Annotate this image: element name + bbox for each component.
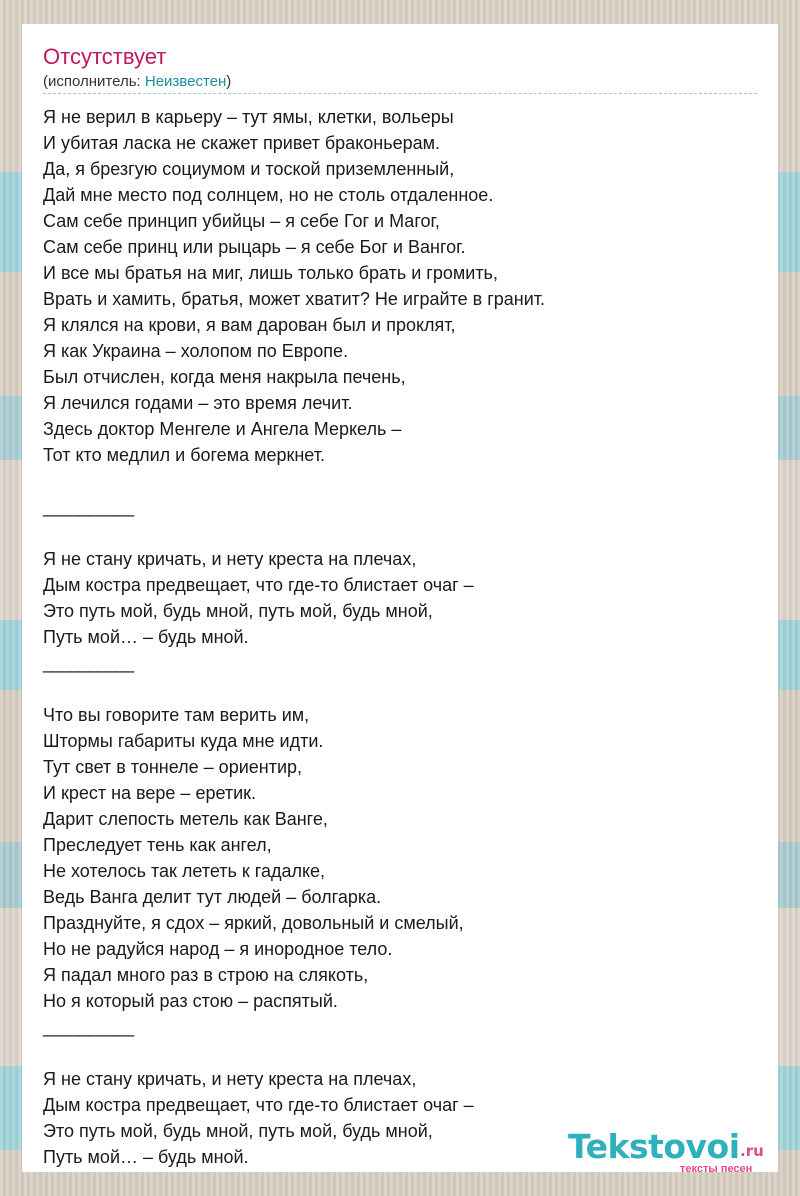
performer-link[interactable]: Неизвестен (144, 73, 227, 90)
site-logo[interactable] (568, 1127, 778, 1175)
lyrics-line: Это путь мой, будь мной, путь мой, будь мной, (43, 1121, 433, 1141)
lyrics-line: Дарит слепость метель как Ванге, (43, 809, 328, 829)
lyrics-blank-line (43, 520, 763, 546)
lyrics-line: Я падал много раз в строю на слякоть, (43, 965, 369, 985)
performer-prefix: (исполнитель: (43, 73, 145, 90)
lyrics-line: Тут свет в тоннеле – ориентир, (43, 757, 303, 777)
lyrics-blank-line (43, 1040, 763, 1066)
lyrics-line: Тот кто медлил и богема меркнет. (43, 445, 325, 465)
lyrics-line: Сам себе принцип убийцы – я себе Гог и Магог, (43, 211, 440, 231)
lyrics-line: Не хотелось так лететь к гадалке, (43, 861, 326, 881)
lyrics-line: Я не стану кричать, и нету креста на плечах, (43, 1069, 417, 1089)
header-divider (43, 93, 757, 94)
lyrics-line: Преследует тень как ангел, (43, 835, 272, 855)
lyrics-line: Путь мой… – будь мной. (43, 1147, 249, 1167)
lyrics-line: Штормы габариты куда мне идти. (43, 731, 324, 751)
lyrics-line: Празднуйте, я сдох – яркий, довольный и смелый, (43, 913, 464, 933)
lyrics-card (22, 24, 778, 1175)
lyrics-blank-line (43, 468, 763, 494)
lyrics-line: Был отчислен, когда меня накрыла печень, (43, 367, 406, 387)
lyrics-line: И крест на вере – еретик. (43, 783, 257, 803)
lyrics-line: Путь мой… – будь мной. (43, 627, 249, 647)
performer-suffix: ) (226, 73, 232, 90)
logo-tagline: тексты песен (680, 1163, 753, 1175)
lyrics-blank-line (43, 676, 763, 702)
lyrics-line: Но не радуйся народ – я инородное тело. (43, 939, 393, 959)
lyrics-line: И все мы братья на миг, лишь только брать и громить, (43, 263, 498, 283)
lyrics-line: Сам себе принц или рыцарь – я себе Бог и Вангог. (43, 237, 466, 257)
lyrics-text (43, 104, 763, 1170)
lyrics-line: Врать и хамить, братья, может хватит? Не играйте в гранит. (43, 289, 546, 309)
lyrics-line: Это путь мой, будь мной, путь мой, будь мной, (43, 601, 433, 621)
lyrics-line: Но я который раз стою – распятый. (43, 991, 338, 1011)
lyrics-line: Да, я брезгую социумом и тоской приземленный, (43, 159, 455, 179)
song-title: Отсутствует (43, 44, 167, 69)
lyrics-line: Я лечился годами – это время лечит. (43, 393, 353, 413)
lyrics-separator: __________ (43, 497, 134, 517)
lyrics-separator: __________ (43, 653, 134, 673)
lyrics-line: Дым костра предвещает, что где-то блистает очаг – (43, 575, 474, 595)
lyrics-line: И убитая ласка не скажет привет браконьерам. (43, 133, 441, 153)
lyrics-line: Здесь доктор Менгеле и Ангела Меркель – (43, 419, 402, 439)
lyrics-line: Что вы говорите там верить им, (43, 705, 310, 725)
performer-line (43, 73, 231, 91)
logo-name: Tekstovoi (568, 1127, 740, 1166)
logo-tld: .ru (740, 1142, 764, 1160)
lyrics-line: Я клялся на крови, я вам дарован был и проклят, (43, 315, 456, 335)
lyrics-line: Ведь Ванга делит тут людей – болгарка. (43, 887, 382, 907)
lyrics-separator: __________ (43, 1017, 134, 1037)
lyrics-line: Я не стану кричать, и нету креста на плечах, (43, 549, 417, 569)
lyrics-line: Я как Украина – холопом по Европе. (43, 341, 349, 361)
lyrics-line: Дым костра предвещает, что где-то блистает очаг – (43, 1095, 474, 1115)
lyrics-line: Дай мне место под солнцем, но не столь отдаленное. (43, 185, 494, 205)
lyrics-line: Я не верил в карьеру – тут ямы, клетки, вольеры (43, 107, 454, 127)
